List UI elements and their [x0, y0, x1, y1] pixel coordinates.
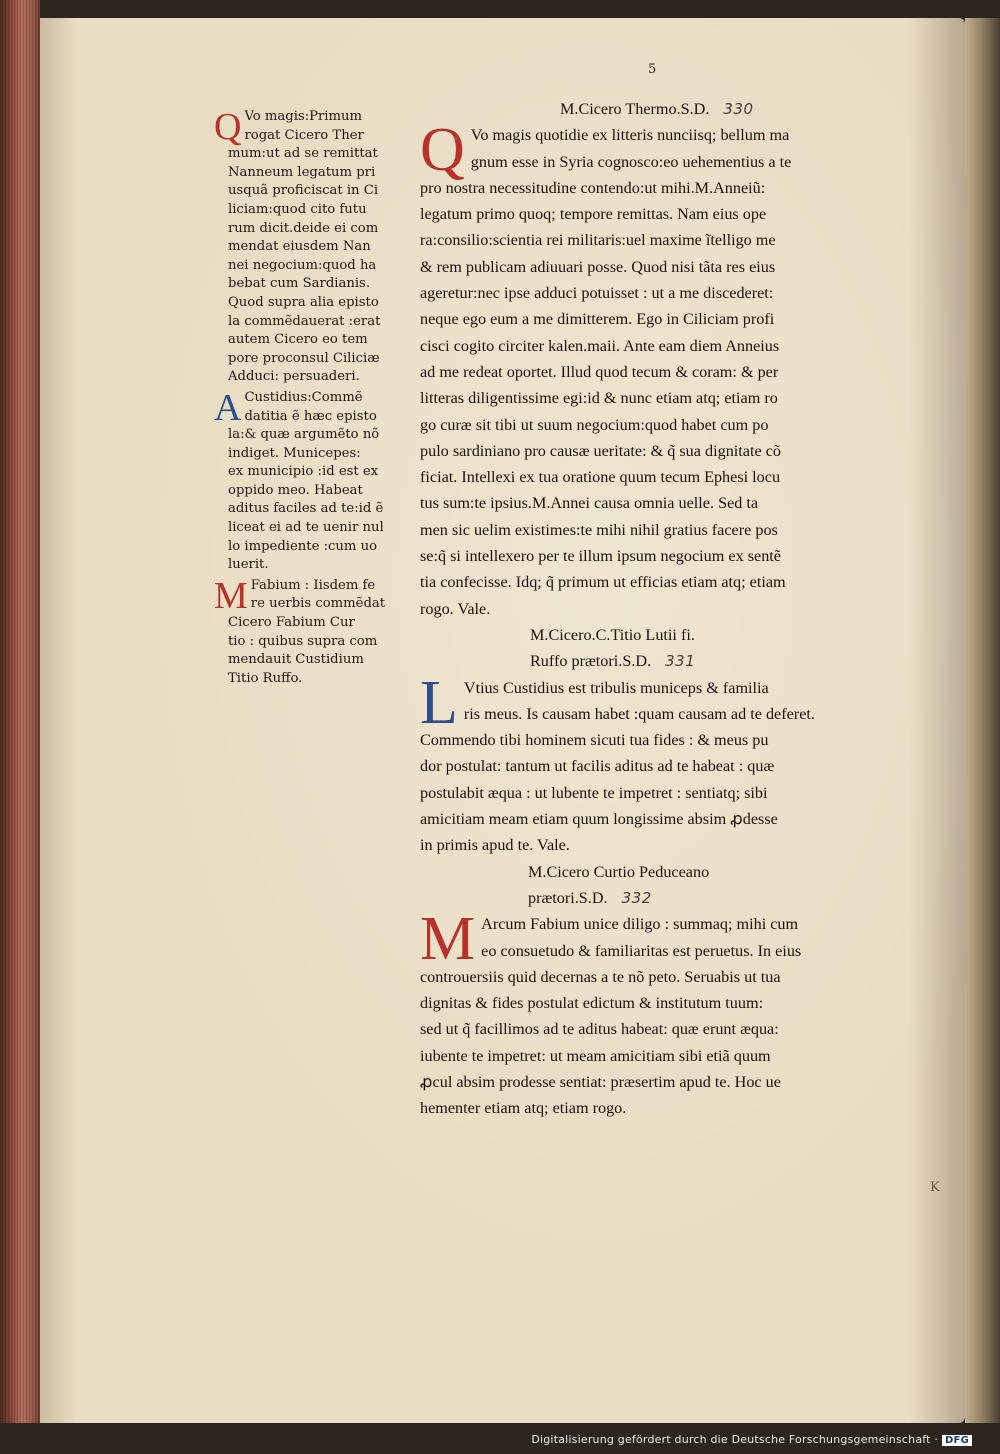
footer-text: Digitalisierung gefördert durch die Deutsche Forschungsgemeinschaft · [531, 1433, 939, 1446]
gloss-line: liciam:quod cito futu [228, 201, 367, 217]
gloss-line: luerit. [228, 557, 269, 573]
digitization-footer [531, 1433, 972, 1446]
gloss-line: usquã proficiscat in Ci [228, 183, 379, 199]
text-line: iubente te impetret: ut meam amicitiam sibi etiã quum [420, 1046, 771, 1065]
text-line: ꝓcul absim prodesse sentiat: præsertim apud te. Hoc ue [420, 1072, 781, 1091]
text-line: controuersiis quid decernas a te nõ peto. Seruabis ut tua [420, 967, 781, 986]
gloss-line: nei negocium:quod ha [228, 257, 377, 273]
letter-331-body [420, 668, 920, 859]
text-line: cisci cogito circiter kalen.maii. Ante eam diem Anneius [420, 336, 780, 355]
gloss-line: Cicero Fabium Cur [228, 615, 355, 631]
gloss-initial-m: M [214, 574, 248, 617]
main-text-column [420, 96, 920, 1122]
gloss-line: indiget. Municepes: [228, 445, 361, 461]
text-line: & rem publicam adiuuari posse. Quod nisi tãta res eius [420, 257, 776, 276]
gloss-paragraph-3 [214, 574, 408, 689]
text-line: eo consuetudo & familiaritas est peruetus. In eius [481, 941, 802, 960]
letter-331-heading-1: M.Cicero.C.Titio Lutii fi. [530, 625, 695, 644]
text-line: ageretur:nec ipse adduci potuisset : ut a me discederet: [420, 284, 774, 303]
gloss-line: re uerbis commẽdat [250, 596, 386, 612]
letter-330-heading [420, 96, 920, 122]
text-line: ad me redeat oportet. Illud quod tecum & coram: & per [420, 362, 779, 381]
letter-332-initial: M [420, 905, 476, 974]
gloss-initial-q: Q [214, 106, 242, 148]
gloss-line: Fabium : Iisdem fe [250, 577, 376, 593]
text-line: ris meus. Is causam habet :quam causam ad te deferet. [463, 704, 815, 723]
text-line: hementer etiam atq; etiam rogo. [420, 1099, 627, 1118]
text-line: dignitas & fides postulat edictum & institutum tuum: [420, 994, 764, 1013]
gloss-line: datitia ẽ hæc episto [244, 408, 377, 424]
text-line: gnum esse in Syria cognosco:eo uehementius a te [470, 152, 792, 171]
page-gutter-shadow [965, 18, 1000, 1423]
gloss-line: mum:ut ad se remittat [228, 146, 378, 162]
letter-332-heading-2 [420, 885, 920, 911]
text-line: tus sum:te ipsius.M.Annei causa omnia uelle. Sed ta [420, 494, 759, 513]
text-line: amicitiam meam etiam quum longissime absim ꝓdesse [420, 810, 778, 829]
text-line: go curæ sit tibi ut suum negocium:quod habet cum po [420, 415, 769, 434]
text-line: ficiat. Intellexi ex tua oratione quum tecum Ephesi locu [420, 468, 781, 487]
gloss-line: liceat ei ad te uenir nul [228, 520, 384, 536]
letter-number-annotation: 332 [621, 888, 652, 907]
gloss-initial-a: A [214, 386, 242, 429]
letter-330-body [420, 116, 920, 622]
gloss-line: autem Cicero eo tem [228, 332, 368, 348]
text-line: Vtius Custidius est tribulis municeps & familia [463, 678, 769, 697]
text-line: tia confecisse. Idq; q̃ primum ut efficias etiam atq; etiam [420, 573, 786, 592]
text-line: sed ut q̃ facillimos ad te aditus habeat: quæ erunt æqua: [420, 1020, 779, 1039]
gloss-line: Titio Ruffo. [228, 670, 303, 686]
gloss-line: Quod supra alia episto [228, 294, 379, 310]
dfg-logo-icon: DFG [942, 1435, 972, 1446]
letter-331-initial: L [420, 668, 458, 737]
text-line: neque ego eum a me dimitterem. Ego in Ciliciam profi [420, 310, 775, 329]
marginal-gloss [214, 106, 408, 690]
gloss-line: bebat cum Sardianis. [228, 276, 371, 292]
letter-heading-text: Ruffo prætori.S.D. [530, 652, 652, 671]
text-line: dor postulat: tantum ut facilis aditus ad te habeat : quæ [420, 757, 775, 776]
text-line: pro nostra necessitudine contendo:ut mihi.M.Anneiũ: [420, 178, 766, 197]
text-line: men sic uelim existimes:te mihi nihil gratius facere pos [420, 520, 778, 539]
signature-mark: K [930, 1180, 940, 1195]
text-line: in primis apud te. Vale. [420, 836, 570, 855]
letter-332-heading-1: M.Cicero Curtio Peduceano [528, 862, 710, 881]
text-line: litteras diligentissime egi:id & nunc etiam atq; etiam ro [420, 389, 778, 408]
gloss-line: lo impediente :cum uo [228, 538, 378, 554]
gloss-line: rogat Cicero Ther [244, 127, 364, 143]
gloss-line: la:& quæ argumẽto nõ [228, 427, 380, 443]
book-fore-edge [0, 0, 40, 1454]
gloss-paragraph-1 [214, 106, 408, 387]
text-line: Commendo tibi hominem sicuti tua fides : & meus pu [420, 731, 769, 750]
gloss-line: Vo magis:Primum [244, 109, 363, 124]
text-line: rogo. Vale. [420, 599, 491, 618]
text-line: Arcum Fabium unice diligo : summaq; mihi cum [481, 915, 799, 934]
gloss-line: mendauit Custidium [228, 652, 364, 668]
gloss-line: Adduci: persuaderi. [228, 369, 360, 385]
text-line: postulabit æqua : ut lubente te impetret : sentiatq; sibi [420, 783, 768, 802]
gloss-line: aditus faciles ad te:id ẽ [228, 501, 384, 517]
letter-330-initial: Q [420, 116, 465, 185]
text-line: se:q̃ si intellexero per te illum ipsum negocium ex sentẽ [420, 547, 781, 566]
letter-number-annotation: 331 [665, 652, 696, 671]
letter-heading-text: M.Cicero Thermo.S.D. [560, 100, 710, 118]
letter-332-body [420, 905, 920, 1121]
letter-heading-text: prætori.S.D. [528, 888, 608, 907]
text-line: ra:consilio:scientia rei militaris:uel maxime ĩtelligo me [420, 231, 776, 250]
gloss-line: Nanneum legatum pri [228, 164, 376, 180]
text-line: Vo magis quotidie ex litteris nunciisq; bellum ma [470, 126, 790, 145]
text-line: legatum primo quoq; tempore remittas. Nam eius ope [420, 205, 767, 224]
letter-number-annotation: 330 [723, 100, 754, 118]
gloss-line: Custidius:Commẽ [244, 389, 363, 405]
folio-mark: 5 [648, 62, 657, 77]
letter-331-heading-2 [420, 648, 920, 674]
gloss-line: ex municipio :id est ex [228, 464, 379, 480]
gloss-line: rum dicit.deide ei com [228, 220, 379, 236]
gloss-line: la commẽdauerat :erat [228, 313, 381, 329]
gloss-line: pore proconsul Ciliciæ [228, 350, 380, 366]
gloss-paragraph-2 [214, 386, 408, 575]
text-line: pulo sardiniano pro causæ ueritate: & q̃ sua dignitate cõ [420, 441, 781, 460]
gloss-line: tio : quibus supra com [228, 633, 378, 649]
gloss-line: oppido meo. Habeat [228, 482, 363, 498]
gloss-line: mendat eiusdem Nan [228, 239, 371, 255]
